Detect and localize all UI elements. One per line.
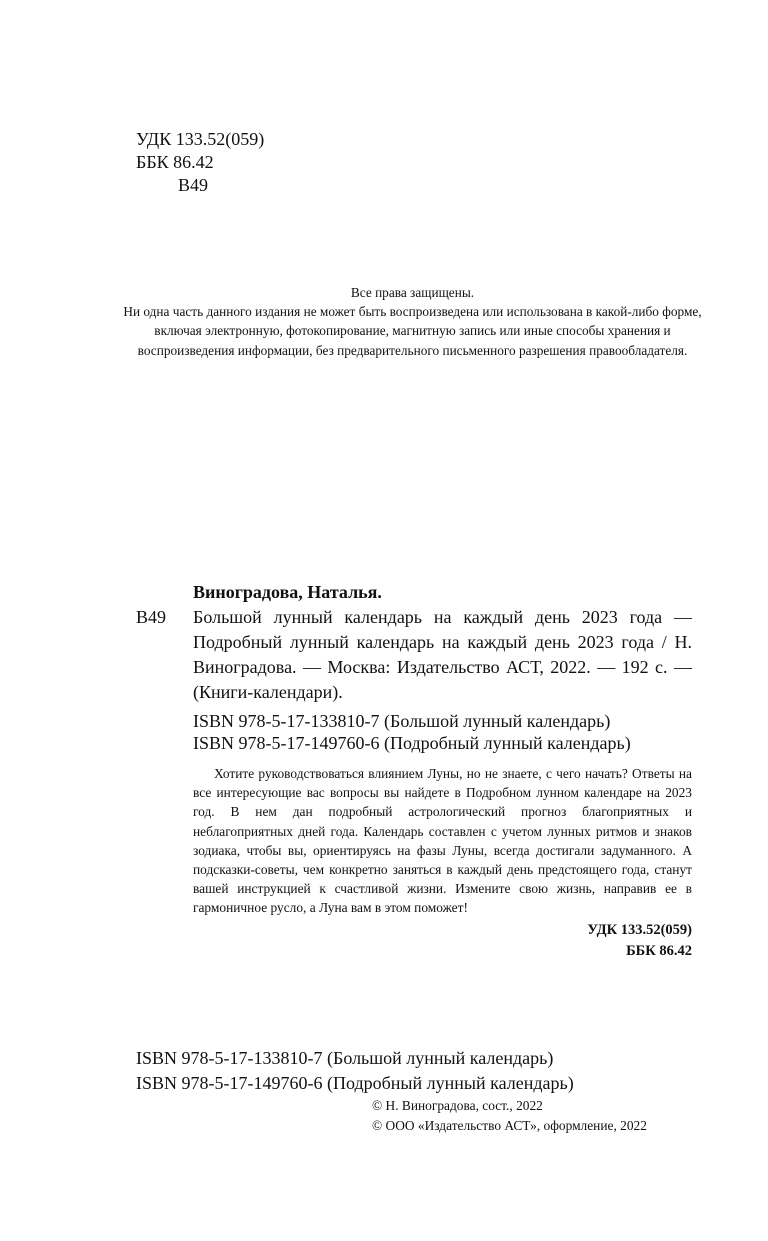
record-isbn-list xyxy=(193,710,692,754)
isbn-line: ISBN 978-5-17-149760-6 (Подробный лунный календарь) xyxy=(136,1073,574,1093)
rights-title: Все права защищены. xyxy=(350,285,475,300)
catalog-code: В49 xyxy=(136,607,167,627)
isbn-line: ISBN 978-5-17-133810-7 (Большой лунный календарь) xyxy=(136,1048,554,1068)
record-udk: УДК 133.52(059) xyxy=(587,921,692,938)
rights-notice xyxy=(120,283,705,360)
rights-body: Ни одна часть данного издания не может быть воспроизведена или использована в какой-либо форме, включая электронную, фотокопирование, магнитную запись или иные способы хранения и воспроизведения информации, без предварительного письменного разрешения правообладателя. xyxy=(123,304,702,358)
isbn-block xyxy=(136,1046,574,1096)
copyright-block xyxy=(372,1096,647,1136)
bibliographic-record xyxy=(136,579,692,962)
author-sign: В49 xyxy=(178,175,209,195)
annotation-text: Хотите руководствоваться влиянием Луны, но не знаете, с чего начать? Ответы на все интересующие вас вопросы вы найдете в Подробном лунном календаре на 2023 год. В нем дан подробный астрологический прогноз благоприятных и неблагоприятных дней года. Календарь составлен с учетом лунных ритмов и знаков зодиака, чтобы вы, ориентируясь на фазы Луны, всегда достигали задуманного. А подсказки-советы, чем конкретно заняться в каждый день предстоящего года, станут вашей инструкцией к счастливой жизни. Измените свою жизнь, направив ее в гармоничное русло, а Луна вам в этом поможет! xyxy=(193,766,692,916)
record-codes xyxy=(136,920,692,962)
udk-code: УДК 133.52(059) xyxy=(136,129,265,149)
copyright-line: © ООО «Издательство АСТ», оформление, 2022 xyxy=(372,1118,647,1133)
bbk-code: ББК 86.42 xyxy=(136,152,214,172)
author-name: Виноградова, Наталья. xyxy=(193,582,382,602)
catalog-description: Большой лунный календарь на каждый день 2023 года — Подробный лунный календарь на каждый день 2023 года / Н. Виноградова. — Москва: Издательство АСТ, 2022. — 192 с. — (Книги-календари). xyxy=(193,607,692,702)
record-isbn: ISBN 978-5-17-149760-6 (Подробный лунный календарь) xyxy=(193,733,631,753)
record-isbn: ISBN 978-5-17-133810-7 (Большой лунный календарь) xyxy=(193,711,611,731)
catalog-entry xyxy=(136,605,692,705)
copyright-line: © Н. Виноградова, сост., 2022 xyxy=(372,1098,543,1113)
classification-codes xyxy=(136,128,264,197)
record-bbk: ББК 86.42 xyxy=(626,942,692,959)
